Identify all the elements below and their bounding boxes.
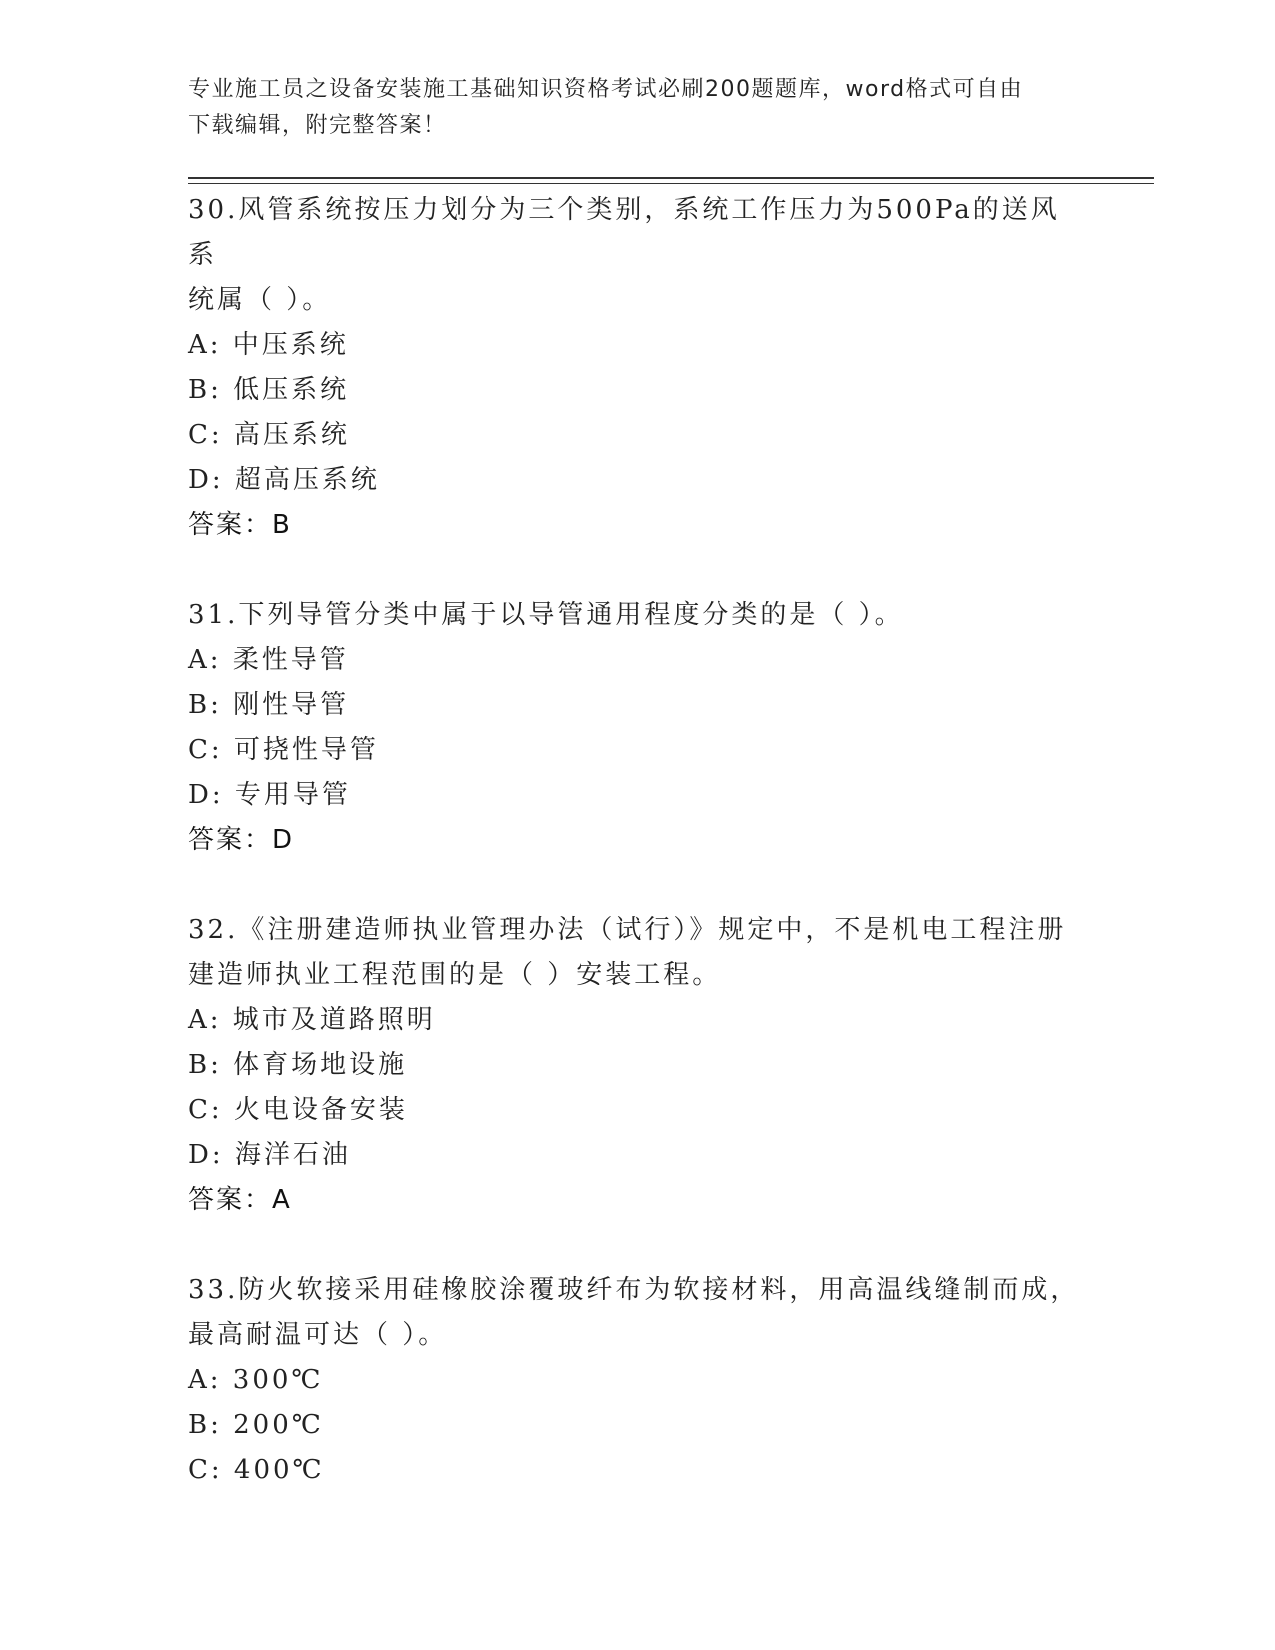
option-d: D: 海洋石油 bbox=[188, 1140, 351, 1170]
option-c: C: 可挠性导管 bbox=[188, 735, 379, 765]
header-divider-thick bbox=[188, 177, 1154, 179]
header-line-1: 专业施工员之设备安装施工基础知识资格考试必刷200题题库，word格式可自由 bbox=[188, 77, 1024, 102]
question-30 bbox=[188, 188, 1088, 548]
document-header bbox=[188, 72, 1068, 144]
option-a: A: 中压系统 bbox=[188, 330, 349, 360]
question-stem-line: 建造师执业工程范围的是（ ）安装工程。 bbox=[188, 960, 722, 990]
option-b: B: 体育场地设施 bbox=[188, 1050, 408, 1080]
option-a: A: 柔性导管 bbox=[188, 645, 349, 675]
question-31 bbox=[188, 593, 1088, 863]
option-d: D: 超高压系统 bbox=[188, 465, 380, 495]
option-c: C: 400℃ bbox=[188, 1455, 325, 1485]
question-32 bbox=[188, 908, 1088, 1223]
question-stem-line: 31.下列导管分类中属于以导管通用程度分类的是（ ）。 bbox=[188, 600, 904, 630]
option-c: C: 高压系统 bbox=[188, 420, 350, 450]
header-divider-thin bbox=[188, 183, 1154, 184]
option-b: B: 低压系统 bbox=[188, 375, 350, 405]
answer-label: 答案：B bbox=[188, 510, 292, 540]
question-stem-line: 统属（ ）。 bbox=[188, 285, 332, 315]
option-b: B: 刚性导管 bbox=[188, 690, 350, 720]
question-list bbox=[188, 188, 1088, 1538]
option-a: A: 300℃ bbox=[188, 1365, 324, 1395]
option-c: C: 火电设备安装 bbox=[188, 1095, 408, 1125]
question-stem-line: 30.风管系统按压力划分为三个类别，系统工作压力为500Pa的送风系 bbox=[188, 195, 1060, 270]
option-a: A: 城市及道路照明 bbox=[188, 1005, 436, 1035]
option-b: B: 200℃ bbox=[188, 1410, 324, 1440]
header-line-2: 下载编辑，附完整答案！ bbox=[188, 113, 447, 138]
option-d: D: 专用导管 bbox=[188, 780, 351, 810]
answer-label: 答案：D bbox=[188, 825, 295, 855]
question-33 bbox=[188, 1268, 1088, 1493]
question-stem-line: 33.防火软接采用硅橡胶涂覆玻纤布为软接材料，用高温线缝制而成， bbox=[188, 1275, 1080, 1305]
question-stem-line: 最高耐温可达（ ）。 bbox=[188, 1320, 448, 1350]
answer-label: 答案：A bbox=[188, 1185, 292, 1215]
question-stem-line: 32.《注册建造师执业管理办法（试行）》规定中，不是机电工程注册 bbox=[188, 915, 1067, 945]
